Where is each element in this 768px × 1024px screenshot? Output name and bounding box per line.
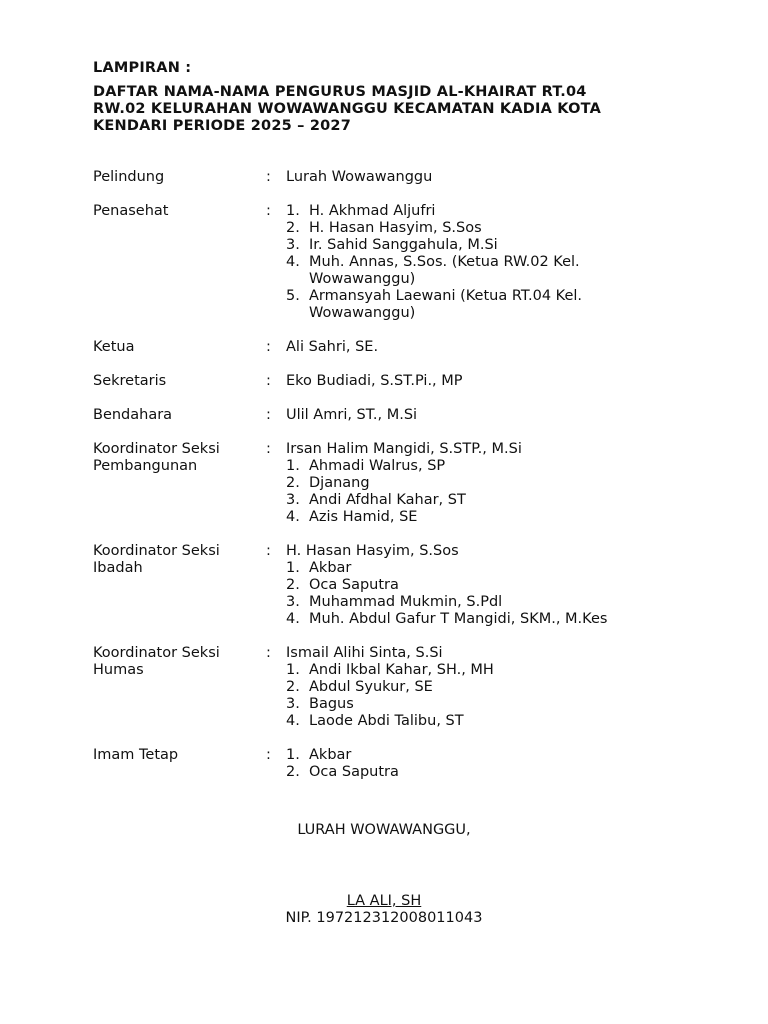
member-list-item: [286, 713, 693, 730]
officer-entry: [93, 441, 693, 526]
member-number: 4.: [286, 611, 300, 627]
member-name: [309, 288, 693, 322]
member-name-line: Andi Afdhal Kahar, ST: [309, 492, 466, 508]
member-number: 3.: [286, 237, 300, 253]
document-title-line: DAFTAR NAMA-NAMA PENGURUS MASJID AL-KHAIRAT RT.04: [93, 84, 587, 100]
entry-label-line: Sekretaris: [93, 373, 167, 389]
member-list-item: [286, 577, 693, 594]
entry-content: [286, 441, 693, 526]
officer-entry: [93, 339, 693, 356]
member-number: 3.: [286, 696, 300, 712]
member-list-item: [286, 594, 693, 611]
entry-value: Ismail Alihi Sinta, S.Si: [286, 645, 443, 661]
member-name-line: Azis Hamid, SE: [309, 509, 418, 525]
entry-colon: :: [266, 373, 271, 389]
member-number: 2.: [286, 764, 300, 780]
member-list: [286, 747, 693, 781]
member-name: [309, 492, 693, 509]
member-number: 2.: [286, 679, 300, 695]
member-name-line: Muh. Abdul Gafur T Mangidi, SKM., M.Kes: [309, 611, 608, 627]
member-name-line: Abdul Syukur, SE: [309, 679, 433, 695]
entry-value: H. Hasan Hasyim, S.Sos: [286, 543, 459, 559]
member-list: [286, 560, 693, 628]
member-name-line: Oca Saputra: [309, 577, 399, 593]
entry-colon: :: [266, 169, 271, 185]
entry-label-line: Ibadah: [93, 560, 143, 576]
entry-label-line: Penasehat: [93, 203, 169, 219]
member-name: [309, 696, 693, 713]
entry-label: [93, 543, 266, 628]
member-list-item: [286, 509, 693, 526]
signature-name-row: [0, 893, 768, 910]
entry-content: [286, 407, 693, 424]
member-name-line: Muh. Annas, S.Sos. (Ketua RW.02 Kel.: [309, 254, 580, 270]
member-number: 4.: [286, 713, 300, 729]
member-name: [309, 747, 693, 764]
member-name: [309, 577, 693, 594]
entry-value: Irsan Halim Mangidi, S.STP., M.Si: [286, 441, 522, 457]
member-list-item: [286, 679, 693, 696]
member-list-item: [286, 662, 693, 679]
entry-label-line: Koordinator Seksi: [93, 645, 220, 661]
member-name-line: Wowawanggu): [309, 271, 416, 287]
member-number: 2.: [286, 577, 300, 593]
member-name-line: H. Hasan Hasyim, S.Sos: [309, 220, 482, 236]
member-name-line: Wowawanggu): [309, 305, 416, 321]
member-name-line: Akbar: [309, 560, 352, 576]
entry-content: [286, 747, 693, 781]
member-list-item: [286, 747, 693, 764]
member-name: [309, 560, 693, 577]
member-name: [309, 713, 693, 730]
member-name: [309, 509, 693, 526]
member-number: 3.: [286, 492, 300, 508]
member-list-item: [286, 560, 693, 577]
entry-label-line: Bendahara: [93, 407, 173, 423]
member-number: 2.: [286, 220, 300, 236]
member-list-item: [286, 475, 693, 492]
entry-label: [93, 645, 266, 730]
officer-entry: [93, 373, 693, 390]
entry-label-line: Ketua: [93, 339, 135, 355]
member-list-item: [286, 696, 693, 713]
member-list-item: [286, 611, 693, 628]
member-number: 1.: [286, 662, 300, 678]
entry-content: [286, 373, 693, 390]
member-name-line: Akbar: [309, 747, 352, 763]
signature-title: LURAH WOWAWANGGU,: [297, 822, 471, 838]
member-list-item: [286, 764, 693, 781]
entry-label: [93, 441, 266, 526]
member-name-line: Armansyah Laewani (Ketua RT.04 Kel.: [309, 288, 583, 304]
member-name-line: Andi Ikbal Kahar, SH., MH: [309, 662, 494, 678]
member-name: [309, 594, 693, 611]
entry-content: [286, 203, 693, 322]
member-name-line: Ir. Sahid Sanggahula, M.Si: [309, 237, 498, 253]
entry-content: [286, 645, 693, 730]
officer-list: [93, 169, 693, 798]
entry-label: [93, 169, 266, 186]
member-list-item: [286, 288, 693, 322]
member-name: [309, 764, 693, 781]
officer-entry: [93, 203, 693, 322]
entry-colon: :: [266, 203, 271, 219]
officer-entry: [93, 407, 693, 424]
entry-content: [286, 543, 693, 628]
member-name: [309, 458, 693, 475]
member-name-line: Bagus: [309, 696, 354, 712]
entry-value: Eko Budiadi, S.ST.Pi., MP: [286, 373, 463, 389]
entry-label-line: Koordinator Seksi: [93, 441, 220, 457]
entry-label: [93, 373, 266, 390]
member-list-item: [286, 492, 693, 509]
member-list: [286, 203, 693, 322]
entry-label: [93, 203, 266, 322]
entry-label: [93, 407, 266, 424]
document-title-line: RW.02 KELURAHAN WOWAWANGGU KECAMATAN KADIA KOTA: [93, 101, 601, 117]
entry-colon: :: [266, 645, 271, 661]
member-name: [309, 220, 693, 237]
entry-colon: :: [266, 339, 271, 355]
member-name: [309, 237, 693, 254]
member-number: 1.: [286, 203, 300, 219]
entry-label: [93, 339, 266, 356]
entry-label-line: Humas: [93, 662, 144, 678]
entry-label-line: Pembangunan: [93, 458, 198, 474]
member-list-item: [286, 254, 693, 288]
entry-label-line: Pelindung: [93, 169, 165, 185]
signature-nip: NIP. 197212312008011043: [285, 910, 483, 926]
member-name-line: H. Akhmad Aljufri: [309, 203, 436, 219]
signature-name: LA ALI, SH: [346, 893, 422, 909]
entry-value: Ulil Amri, ST., M.Si: [286, 407, 418, 423]
entry-colon: :: [266, 543, 271, 559]
member-name: [309, 254, 693, 288]
member-name: [309, 203, 693, 220]
member-list: [286, 458, 693, 526]
member-number: 2.: [286, 475, 300, 491]
document-title: [93, 84, 673, 135]
member-name-line: Ahmadi Walrus, SP: [309, 458, 446, 474]
member-number: 5.: [286, 288, 300, 304]
member-number: 1.: [286, 560, 300, 576]
member-number: 4.: [286, 254, 300, 270]
member-name-line: Oca Saputra: [309, 764, 399, 780]
entry-colon: :: [266, 747, 271, 763]
member-number: 3.: [286, 594, 300, 610]
member-list-item: [286, 220, 693, 237]
entry-label-line: Imam Tetap: [93, 747, 179, 763]
officer-entry: [93, 747, 693, 781]
entry-content: [286, 339, 693, 356]
member-number: 1.: [286, 747, 300, 763]
member-number: 4.: [286, 509, 300, 525]
entry-label: [93, 747, 266, 781]
member-name-line: Muhammad Mukmin, S.Pdl: [309, 594, 503, 610]
member-list-item: [286, 237, 693, 254]
member-list-item: [286, 458, 693, 475]
member-name: [309, 611, 693, 628]
entry-label-line: Koordinator Seksi: [93, 543, 220, 559]
member-name-line: Laode Abdi Talibu, ST: [309, 713, 464, 729]
lampiran-heading: LAMPIRAN :: [93, 60, 192, 76]
member-name-line: Djanang: [309, 475, 370, 491]
entry-colon: :: [266, 441, 271, 457]
member-list-item: [286, 203, 693, 220]
member-name: [309, 475, 693, 492]
officer-entry: [93, 169, 693, 186]
member-number: 1.: [286, 458, 300, 474]
member-name: [309, 679, 693, 696]
document-title-line: KENDARI PERIODE 2025 – 2027: [93, 118, 352, 134]
entry-colon: :: [266, 407, 271, 423]
entry-value: Lurah Wowawanggu: [286, 169, 433, 185]
member-name: [309, 662, 693, 679]
entry-content: [286, 169, 693, 186]
entry-value: Ali Sahri, SE.: [286, 339, 379, 355]
officer-entry: [93, 543, 693, 628]
member-list: [286, 662, 693, 730]
officer-entry: [93, 645, 693, 730]
